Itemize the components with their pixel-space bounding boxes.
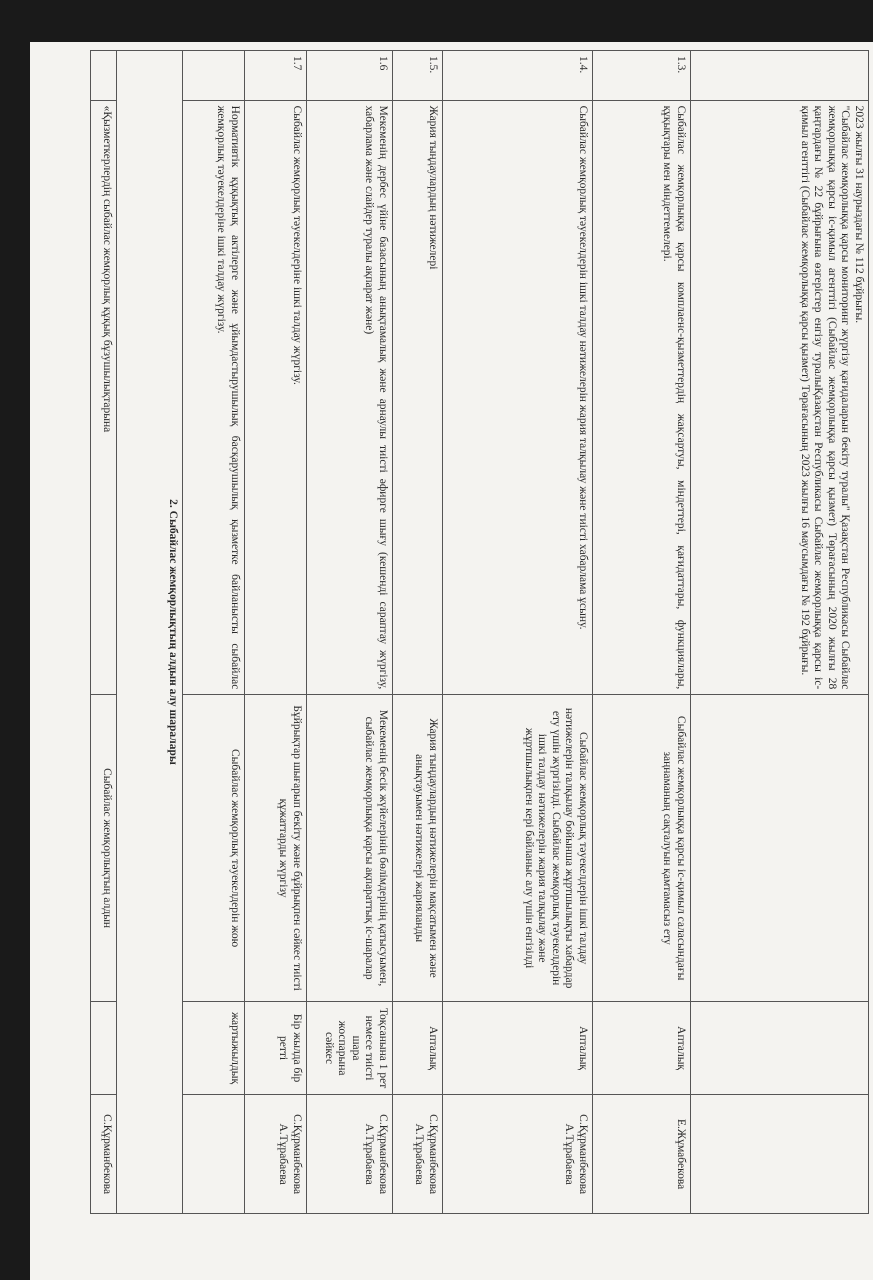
- responsible-text: С.Құрманбекова А.Тұрабаева: [393, 1095, 443, 1214]
- result-text: Сыбайлас жемқорлық тәуекелдерін ішкі талдау нәтижелерін талқылау бойынша жұртшылықты хабардар ету үшін жүргізілді. Сыбайлас жемқорлық тәуекелдерін ішкі талдау нәтижелерін жария талқылау және жұртшылықпен кері байланыс алу үшін енгізілді: [443, 695, 593, 1002]
- table-row: [307, 51, 393, 1214]
- deadline-text: Апталық: [393, 1001, 443, 1094]
- result-text: Сыбайлас жемқорлық тәуекелдерін жою: [183, 695, 245, 1002]
- result-text: Сыбайлас жемқорлыққа қарсы іс-қимыл саласындағы заңнаманың сақталуын қамтамасыз ету: [593, 695, 691, 1002]
- action-text: 2023 жылғы 31 наурыздағы № 112 бұйрығы. "Сыбайлас жемқорлыққа қарсы мониторинг жүргізу қағидаларын бекіту туралы" Қазақстан Республикасы Сыбайлас жемқорлыққа қарсы іс-қимыл агенттігі (Сыбайлас жемқорлыққа қарсы қызмет) Төрағасының 2020 жылғы 28 қаңтардағы № 22 бұйрығына өзгерістер енгізу туралыҚазақстан Республикасы Сыбайлас жемқорлыққа қарсы іс-қимыл агенттігі (Сыбайлас жемқорлыққа қарсы қызмет) Төрағасының 2023 жылғы 16 маусымдағы № 192 бұйрығы.: [691, 100, 869, 695]
- result-text: Бұйрықтар шығарып бекіту және бұйрықпен сәйкес тиісті құжаттарды жүргізу: [245, 695, 307, 1002]
- action-text: Жария тыңдаулардың нәтижелері: [393, 100, 443, 695]
- action-text: Нормативтік құқықтық актілерге және ұйымдастырушылық басқарушылық қызметке байланысты сыбайлас жемқорлық тәуекелдеріне ішкі талдау жүргізу.: [183, 100, 245, 695]
- responsible-text: С.Құрманбекова А.Тұрабаева: [443, 1095, 593, 1214]
- action-text: «Қызметкерлердің сыбайлас жемқорлық құқық бұзушылықтарына: [91, 100, 117, 695]
- responsible-text: С.Құрманбекова: [91, 1095, 117, 1214]
- table-row: [393, 51, 443, 1214]
- responsible-text: С.Құрманбекова А.Тұрабаева: [245, 1095, 307, 1214]
- deadline-text: Апталық: [593, 1001, 691, 1094]
- deadline-text: [91, 1001, 117, 1094]
- row-number: [91, 51, 117, 101]
- action-plan-table: [90, 50, 869, 1214]
- responsible-text: [183, 1095, 245, 1214]
- deadline-text: Бір жылда бір ретті: [245, 1001, 307, 1094]
- section-header-row: [117, 51, 183, 1214]
- action-text: Сыбайлас жемқорлық тәуекелдерін ішкі талдау нәтижелерін жария талқылау және тиісті хабарлама ұсыну.: [443, 100, 593, 695]
- row-number: 1.4.: [443, 51, 593, 101]
- result-text: [691, 695, 869, 1002]
- action-text: Сыбайлас жемқорлық тәуекелдеріне ішкі талдау жүргізу.: [245, 100, 307, 695]
- rotated-document: [30, 42, 873, 1222]
- deadline-text: [691, 1001, 869, 1094]
- row-number: 1.3.: [593, 51, 691, 101]
- responsible-text: Е.Жұмабекова: [593, 1095, 691, 1214]
- row-number: 1.6: [307, 51, 393, 101]
- table-row: [91, 51, 117, 1214]
- table-row: [443, 51, 593, 1214]
- deadline-text: Апталық: [443, 1001, 593, 1094]
- result-text: Сыбайлас жемқорлықтың алдын: [91, 695, 117, 1002]
- section-title: 2. Сыбайлас жемқорлықтың алдын алу шаралары: [117, 51, 183, 1214]
- table-row: [183, 51, 245, 1214]
- action-text: Сыбайлас жемқорлыққа қарсы комплаенс-қызметтердің жақсартуы, міндеттері, қағидаттары, функциялары, құқықтары мен міндеттемелері.: [593, 100, 691, 695]
- result-text: Мекеменің бесік жүйелерінің бөлімдерінің қатысуымен, сыбайлас жемқорлыққа қарсы ақпараттық іс-шаралар: [307, 695, 393, 1002]
- table-row: [245, 51, 307, 1214]
- deadline-text: Тоқсанына 1 рет немесе тиісті шара жоспарына сәйкес: [307, 1001, 393, 1094]
- table-row: [691, 51, 869, 1214]
- result-text: Жария тыңдаулардың нәтижелерін мақсатымен және анықтауымен нәтижелері жарияланды: [393, 695, 443, 1002]
- responsible-text: [691, 1095, 869, 1214]
- row-number: 1.7: [245, 51, 307, 101]
- table-body: [91, 51, 869, 1214]
- row-number: 1.5.: [393, 51, 443, 101]
- action-text: Мекеменің дербес үйіне базасының анықтамалық және арнаулы тиісті әфирге шығу (кешенді сараптау жүргізу, хабарлама және слайдер туралы ақпарат және): [307, 100, 393, 695]
- row-number: [183, 51, 245, 101]
- responsible-text: С.Құрманбекова А.Тұрабаева: [307, 1095, 393, 1214]
- deadline-text: жартыжылдық: [183, 1001, 245, 1094]
- row-number: [691, 51, 869, 101]
- table-row: [593, 51, 691, 1214]
